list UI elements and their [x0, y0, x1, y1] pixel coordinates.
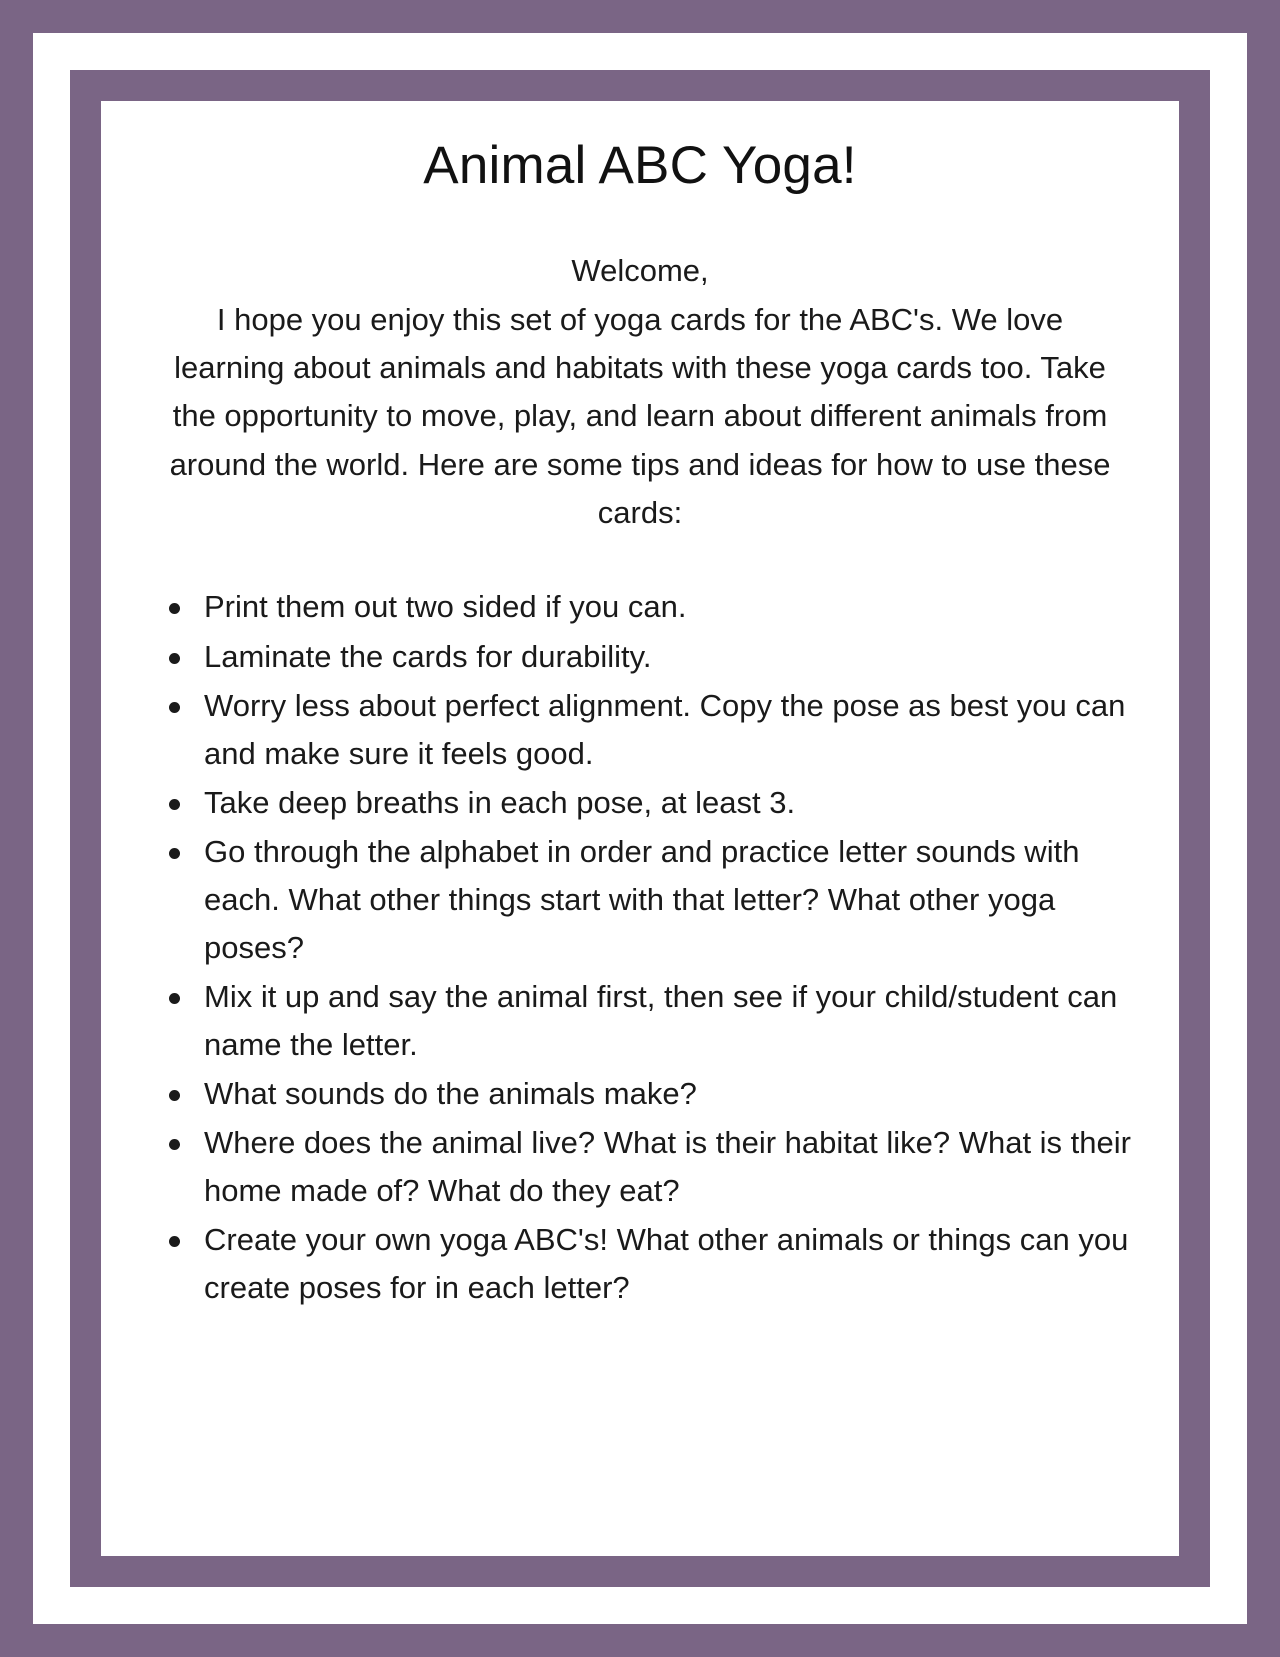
- bullet-icon: [169, 1119, 182, 1132]
- bullet-icon: [169, 1216, 182, 1229]
- list-item: [156, 583, 1156, 631]
- list-item-text: Take deep breaths in each pose, at least 3.: [204, 784, 796, 820]
- list-item: [156, 1216, 1156, 1312]
- list-item: [156, 1119, 1156, 1215]
- intro-paragraph: [150, 247, 1130, 537]
- list-item-text: What sounds do the animals make?: [204, 1075, 697, 1111]
- bullet-icon: [169, 828, 182, 841]
- list-item-text: Print them out two sided if you can.: [204, 589, 687, 625]
- bullet-icon: [169, 779, 182, 792]
- list-item-text: Mix it up and say the animal first, then see if your child/student can name the letter.: [204, 978, 1118, 1062]
- document-page: [101, 101, 1179, 1556]
- list-item-text: Create your own yoga ABC's! What other animals or things can you create poses for in each letter?: [204, 1222, 1129, 1306]
- list-item-text: Worry less about perfect alignment. Copy the pose as best you can and make sure it feels good.: [204, 687, 1126, 771]
- bullet-icon: [169, 583, 182, 596]
- list-item-text: Go through the alphabet in order and practice letter sounds with each. What other things start with that letter? What other yoga poses?: [204, 833, 1080, 965]
- bullet-icon: [169, 973, 182, 986]
- bullet-icon: [169, 1070, 182, 1083]
- list-item: [156, 633, 1156, 681]
- intro-body: I hope you enjoy this set of yoga cards for the ABC's. We love learning about animals and habitats with these yoga cards too. Take the opportunity to move, play, and learn about different animals from around the world. Here are some tips and ideas for how to use these cards:: [169, 301, 1111, 531]
- list-item: [156, 828, 1156, 972]
- list-item-text: Laminate the cards for durability.: [204, 638, 652, 674]
- list-item: [156, 779, 1156, 827]
- page-border-inner: [70, 70, 1210, 1587]
- tips-list: [156, 583, 1156, 1312]
- document-content: [101, 101, 1179, 1556]
- intro-salutation: Welcome,: [571, 253, 709, 289]
- bullet-icon: [169, 682, 182, 695]
- page-title: Animal ABC Yoga!: [423, 136, 857, 195]
- list-item: [156, 682, 1156, 778]
- page-border-white: [33, 33, 1247, 1624]
- list-item-text: Where does the animal live? What is their habitat like? What is their home made of? What do they eat?: [204, 1124, 1131, 1209]
- list-item: [156, 1070, 1156, 1118]
- bullet-icon: [169, 633, 182, 646]
- list-item: [156, 973, 1156, 1069]
